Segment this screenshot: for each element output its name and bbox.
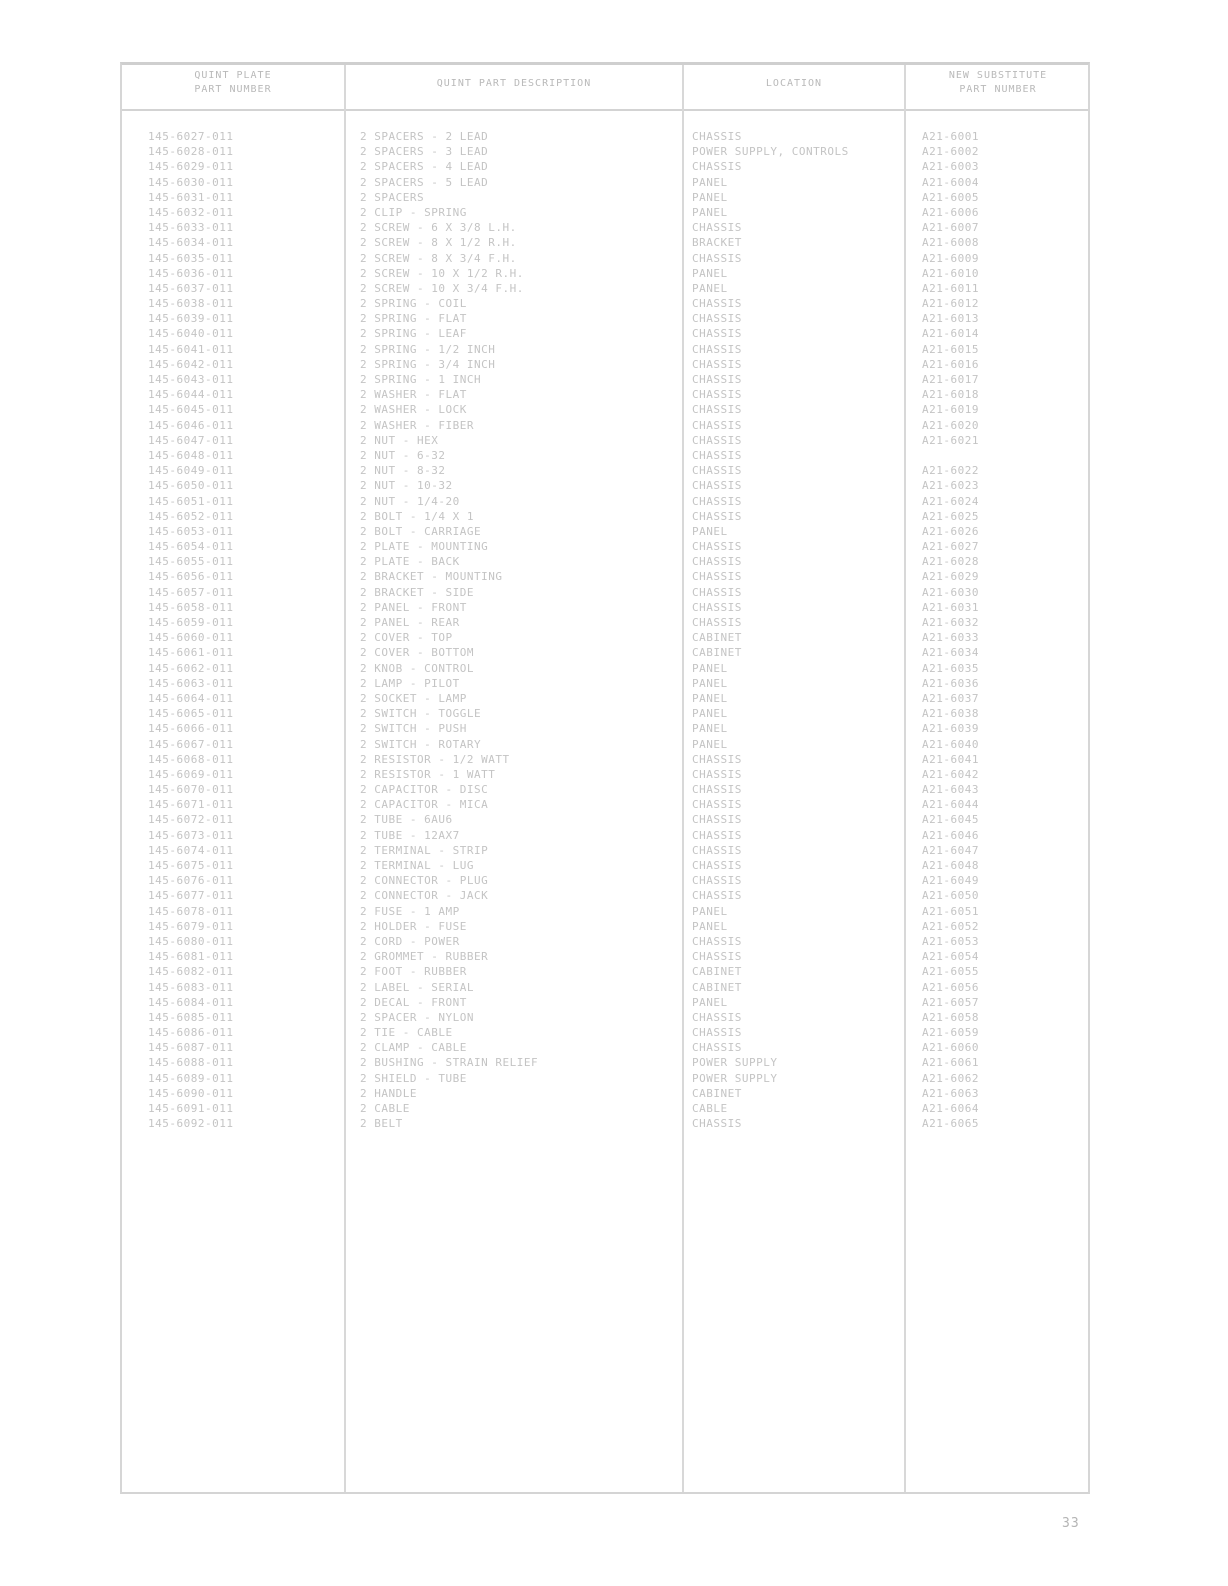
table-cell: 2 SPACERS — [360, 190, 425, 204]
table-cell: 145-6044-011 — [148, 388, 234, 402]
table-cell: 2 CONNECTOR - PLUG — [360, 874, 489, 888]
table-cell: 145-6050-011 — [148, 479, 234, 493]
table-cell: 2 CABLE — [360, 1102, 410, 1115]
table-cell: A21-6036 — [922, 676, 979, 690]
column-locations — [692, 129, 849, 1131]
table-cell: A21-6012 — [922, 297, 979, 311]
table-cell: 2 SPACER - NYLON — [360, 1010, 474, 1024]
table-cell: CHASSIS — [692, 798, 742, 812]
table-cell: 2 CLAMP - CABLE — [360, 1041, 467, 1055]
table-cell: 145-6078-011 — [148, 904, 234, 918]
table-cell: A21-6003 — [922, 160, 979, 174]
table-cell: PANEL — [692, 266, 728, 280]
table-cell: A21-6025 — [922, 509, 979, 523]
table-cell: 145-6089-011 — [148, 1071, 234, 1085]
table-cell: 145-6086-011 — [148, 1026, 234, 1040]
table-cell: 145-6060-011 — [148, 631, 234, 645]
table-cell: 2 NUT - 6-32 — [360, 448, 446, 462]
table-cell: 2 WASHER - FIBER — [360, 418, 474, 432]
table-cell: A21-6041 — [922, 752, 979, 766]
table-cell: 145-6047-011 — [148, 433, 234, 447]
table-cell: 2 SOCKET - LAMP — [360, 691, 467, 705]
table-cell: 2 RESISTOR - 1/2 WATT — [360, 752, 510, 766]
table-cell: 145-6073-011 — [148, 828, 234, 842]
table-cell: CHASSIS — [692, 130, 742, 143]
table-cell: 145-6071-011 — [148, 798, 234, 812]
table-cell: A21-6065 — [922, 1117, 979, 1131]
table-cell: 2 RESISTOR - 1 WATT — [360, 767, 496, 781]
table-cell: A21-6028 — [922, 555, 979, 569]
table-cell: CHASSIS — [692, 828, 742, 842]
table-cell: A21-6043 — [922, 783, 979, 797]
table-cell: A21-6042 — [922, 767, 979, 781]
table-cell: 145-6080-011 — [148, 934, 234, 948]
table-cell: 145-6057-011 — [148, 585, 234, 599]
table-cell: 145-6037-011 — [148, 281, 234, 295]
table-cell: 145-6087-011 — [148, 1041, 234, 1055]
table-cell: CABINET — [692, 980, 742, 994]
table-cell: POWER SUPPLY — [692, 1071, 778, 1085]
table-cell: 145-6088-011 — [148, 1056, 234, 1070]
table-cell: A21-6027 — [922, 540, 979, 554]
table-cell: CHASSIS — [692, 494, 742, 508]
table-cell: 145-6036-011 — [148, 266, 234, 280]
table-cell: 2 NUT - 8-32 — [360, 464, 446, 478]
parts-table — [120, 62, 1090, 1494]
table-cell: CHASSIS — [692, 479, 742, 493]
table-cell: A21-6004 — [922, 175, 979, 189]
table-cell: 145-6033-011 — [148, 221, 234, 235]
table-cell: 145-6075-011 — [148, 859, 234, 872]
table-cell: 145-6077-011 — [148, 889, 234, 903]
column-divider — [682, 65, 684, 1492]
table-cell: 145-6048-011 — [148, 448, 234, 462]
table-cell: 2 SPACERS - 3 LEAD — [360, 145, 489, 159]
table-cell: PANEL — [692, 676, 728, 690]
table-cell: CHASSIS — [692, 616, 742, 629]
table-cell: 145-6084-011 — [148, 995, 234, 1009]
table-cell: CHASSIS — [692, 600, 742, 614]
table-cell: A21-6050 — [922, 889, 979, 903]
table-cell: 2 LABEL - SERIAL — [360, 980, 474, 994]
table-cell: 145-6032-011 — [148, 205, 234, 219]
table-cell: A21-6016 — [922, 357, 979, 371]
table-cell: 2 SHIELD - TUBE — [360, 1071, 467, 1085]
table-cell: 2 CAPACITOR - DISC — [360, 783, 489, 797]
table-cell: 2 SWITCH - TOGGLE — [360, 707, 482, 721]
table-cell: A21-6059 — [922, 1026, 979, 1040]
table-cell: PANEL — [692, 919, 728, 933]
table-cell: A21-6040 — [922, 737, 979, 751]
header-location: LOCATION — [765, 78, 823, 89]
table-cell: 2 CLIP - SPRING — [360, 205, 467, 219]
table-cell: A21-6010 — [922, 266, 979, 280]
table-cell: 145-6065-011 — [148, 707, 234, 721]
table-cell: A21-6030 — [922, 585, 979, 599]
table-cell: 145-6058-011 — [148, 600, 234, 614]
table-cell: 2 HOLDER - FUSE — [360, 919, 467, 933]
table-cell: CHASSIS — [692, 570, 742, 584]
table-cell: 2 PANEL - REAR — [360, 616, 460, 629]
table-cell: 145-6079-011 — [148, 919, 234, 933]
table-cell: PANEL — [692, 190, 728, 204]
table-cell: A21-6048 — [922, 859, 979, 872]
table-cell: 2 SCREW - 8 X 1/2 R.H. — [360, 236, 517, 250]
table-cell: 2 WASHER - LOCK — [360, 403, 467, 417]
table-cell: 2 KNOB - CONTROL — [360, 661, 474, 675]
table-cell: A21-6054 — [922, 950, 979, 964]
table-cell: 145-6051-011 — [148, 494, 234, 508]
table-cell: 145-6042-011 — [148, 357, 234, 371]
table-cell: A21-6055 — [922, 965, 979, 979]
table-cell: CHASSIS — [692, 874, 742, 888]
table-cell: 2 HANDLE — [360, 1086, 417, 1100]
table-cell: A21-6008 — [922, 236, 979, 250]
table-cell: A21-6060 — [922, 1041, 979, 1055]
table-cell: 145-6068-011 — [148, 752, 234, 766]
table-cell: CHASSIS — [692, 783, 742, 797]
table-cell: CHASSIS — [692, 1026, 742, 1040]
table-cell: 145-6066-011 — [148, 722, 234, 736]
table-cell: CHASSIS — [692, 433, 742, 447]
table-cell: A21-6039 — [922, 722, 979, 736]
table-cell: A21-6035 — [922, 661, 979, 675]
table-cell: A21-6049 — [922, 874, 979, 888]
table-cell: A21-6058 — [922, 1010, 979, 1024]
table-cell: CHASSIS — [692, 403, 742, 417]
table-cell: 145-6074-011 — [148, 843, 234, 857]
table-cell: 2 SPRING - 3/4 INCH — [360, 357, 496, 371]
table-cell: A21-6020 — [922, 418, 979, 432]
table-cell: CHASSIS — [692, 934, 742, 948]
table-cell: 2 BELT — [360, 1117, 403, 1131]
table-cell: 145-6049-011 — [148, 464, 234, 478]
table-cell: 2 PANEL - FRONT — [360, 600, 467, 614]
table-cell: CHASSIS — [692, 251, 742, 265]
table-cell: PANEL — [692, 995, 728, 1009]
table-cell: A21-6061 — [922, 1056, 979, 1070]
table-cell: A21-6034 — [922, 646, 979, 660]
table-cell: A21-6033 — [922, 631, 979, 645]
table-cell: 2 FOOT - RUBBER — [360, 965, 467, 979]
table-cell: A21-6009 — [922, 251, 979, 265]
table-cell: CHASSIS — [692, 418, 742, 432]
column-divider — [904, 65, 906, 1492]
table-cell: A21-6015 — [922, 342, 979, 356]
column-descriptions — [360, 129, 538, 1131]
table-cell: 2 BOLT - 1/4 X 1 — [360, 509, 474, 523]
table-cell: PANEL — [692, 722, 728, 736]
table-cell: A21-6062 — [922, 1071, 979, 1085]
table-cell: 2 BUSHING - STRAIN RELIEF — [360, 1056, 539, 1070]
table-cell: 2 SPRING - 1/2 INCH — [360, 342, 496, 356]
table-cell: PANEL — [692, 205, 728, 219]
table-cell: 145-6085-011 — [148, 1010, 234, 1024]
table-cell: 2 CONNECTOR - JACK — [360, 889, 489, 903]
table-cell: CHASSIS — [692, 388, 742, 402]
table-cell: CHASSIS — [692, 221, 742, 235]
table-cell: 145-6081-011 — [148, 950, 234, 964]
table-cell: 2 NUT - 10-32 — [360, 479, 453, 493]
table-cell: 2 SPRING - LEAF — [360, 327, 467, 341]
table-cell: CABLE — [692, 1102, 728, 1115]
column-new-part-numbers — [922, 129, 979, 1131]
table-cell: 2 TERMINAL - STRIP — [360, 843, 489, 857]
table-cell: A21-6021 — [922, 433, 979, 447]
table-cell: A21-6018 — [922, 388, 979, 402]
table-cell: CHASSIS — [692, 1010, 742, 1024]
table-cell: CHASSIS — [692, 297, 742, 311]
table-cell: 145-6041-011 — [148, 342, 234, 356]
table-cell: 2 CAPACITOR - MICA — [360, 798, 489, 812]
table-cell: CHASSIS — [692, 373, 742, 386]
table-cell: CHASSIS — [692, 448, 742, 462]
table-cell — [922, 448, 979, 463]
table-cell: A21-6051 — [922, 904, 979, 918]
table-cell: 2 BRACKET - SIDE — [360, 585, 474, 599]
table-cell: 2 SPACERS - 2 LEAD — [360, 130, 489, 143]
column-divider — [344, 65, 346, 1492]
table-cell: CABINET — [692, 646, 742, 660]
table-cell: CHASSIS — [692, 950, 742, 964]
table-cell: 2 SPACERS - 5 LEAD — [360, 175, 489, 189]
table-cell: A21-6001 — [922, 130, 979, 143]
table-cell: A21-6038 — [922, 707, 979, 721]
table-cell: CHASSIS — [692, 585, 742, 599]
table-cell: 145-6061-011 — [148, 646, 234, 660]
table-cell: 2 SPRING - FLAT — [360, 312, 467, 326]
table-cell: 2 SPRING - COIL — [360, 297, 467, 311]
table-cell: 145-6028-011 — [148, 145, 234, 159]
table-cell: 145-6059-011 — [148, 616, 234, 629]
table-cell: 145-6062-011 — [148, 661, 234, 675]
table-cell: 2 SWITCH - PUSH — [360, 722, 467, 736]
table-cell: A21-6007 — [922, 221, 979, 235]
table-cell: A21-6002 — [922, 145, 979, 159]
table-cell: A21-6057 — [922, 995, 979, 1009]
table-cell: CHASSIS — [692, 843, 742, 857]
table-cell: 145-6082-011 — [148, 965, 234, 979]
table-cell: A21-6046 — [922, 828, 979, 842]
table-cell: 145-6043-011 — [148, 373, 234, 386]
table-cell: CHASSIS — [692, 327, 742, 341]
table-cell: CHASSIS — [692, 1117, 742, 1131]
table-cell: 145-6083-011 — [148, 980, 234, 994]
table-cell: BRACKET — [692, 236, 742, 250]
table-cell: 2 TUBE - 6AU6 — [360, 813, 453, 827]
table-cell: 145-6029-011 — [148, 160, 234, 174]
table-cell: 145-6052-011 — [148, 509, 234, 523]
table-cell: 145-6031-011 — [148, 190, 234, 204]
table-cell: 145-6072-011 — [148, 813, 234, 827]
table-cell: A21-6006 — [922, 205, 979, 219]
table-cell: A21-6014 — [922, 327, 979, 341]
table-cell: 145-6090-011 — [148, 1086, 234, 1100]
table-cell: CABINET — [692, 1086, 742, 1100]
table-cell: 145-6092-011 — [148, 1117, 234, 1131]
table-cell: 2 TUBE - 12AX7 — [360, 828, 460, 842]
table-cell: CHASSIS — [692, 509, 742, 523]
table-cell: A21-6063 — [922, 1086, 979, 1100]
table-cell: CHASSIS — [692, 312, 742, 326]
table-cell: A21-6053 — [922, 934, 979, 948]
table-cell: CHASSIS — [692, 767, 742, 781]
table-cell: A21-6031 — [922, 600, 979, 614]
table-cell: A21-6037 — [922, 691, 979, 705]
table-cell: A21-6023 — [922, 479, 979, 493]
table-cell: CHASSIS — [692, 813, 742, 827]
table-cell: PANEL — [692, 661, 728, 675]
header-new-part-number: NEW SUBSTITUTE PART NUMBER — [948, 70, 1048, 95]
header-quint-part-number: QUINT PLATE PART NUMBER — [194, 70, 272, 95]
table-cell: PANEL — [692, 691, 728, 705]
table-cell: CHASSIS — [692, 859, 742, 872]
table-cell: 2 FUSE - 1 AMP — [360, 904, 460, 918]
table-cell: 2 TERMINAL - LUG — [360, 859, 474, 872]
table-cell: CHASSIS — [692, 752, 742, 766]
column-quint-part-numbers — [148, 129, 233, 1131]
table-cell: 145-6054-011 — [148, 540, 234, 554]
table-cell: CHASSIS — [692, 889, 742, 903]
table-cell: 2 SPACERS - 4 LEAD — [360, 160, 489, 174]
table-cell: 2 CORD - POWER — [360, 934, 460, 948]
table-cell: A21-6022 — [922, 464, 979, 478]
table-cell: 2 SCREW - 10 X 3/4 F.H. — [360, 281, 524, 295]
table-cell: 2 SCREW - 10 X 1/2 R.H. — [360, 266, 524, 280]
table-cell: 145-6035-011 — [148, 251, 234, 265]
table-cell: A21-6005 — [922, 190, 979, 204]
table-cell: A21-6047 — [922, 843, 979, 857]
table-cell: A21-6056 — [922, 980, 979, 994]
table-cell: PANEL — [692, 707, 728, 721]
table-cell: 145-6063-011 — [148, 676, 234, 690]
table-cell: 2 NUT - HEX — [360, 433, 439, 447]
table-cell: 145-6070-011 — [148, 783, 234, 797]
table-cell: 2 DECAL - FRONT — [360, 995, 467, 1009]
table-cell: PANEL — [692, 737, 728, 751]
table-cell: 145-6053-011 — [148, 524, 234, 538]
table-cell: A21-6029 — [922, 570, 979, 584]
table-cell: PANEL — [692, 175, 728, 189]
table-cell: A21-6064 — [922, 1102, 979, 1115]
table-cell: 145-6046-011 — [148, 418, 234, 432]
table-cell: 2 SCREW - 8 X 3/4 F.H. — [360, 251, 517, 265]
table-cell: A21-6032 — [922, 616, 979, 629]
table-cell: POWER SUPPLY, CONTROLS — [692, 145, 849, 159]
table-cell: CABINET — [692, 631, 742, 645]
table-cell: 2 COVER - BOTTOM — [360, 646, 474, 660]
table-cell: 145-6040-011 — [148, 327, 234, 341]
table-cell: 2 SPRING - 1 INCH — [360, 373, 482, 386]
table-cell: 2 BOLT - CARRIAGE — [360, 524, 482, 538]
page-number: 33 — [1062, 1516, 1080, 1531]
header-description: QUINT PART DESCRIPTION — [436, 78, 592, 89]
table-cell: 145-6076-011 — [148, 874, 234, 888]
table-cell: 2 WASHER - FLAT — [360, 388, 467, 402]
table-cell: 145-6038-011 — [148, 297, 234, 311]
table-cell: 2 PLATE - BACK — [360, 555, 460, 569]
table-cell: 145-6064-011 — [148, 691, 234, 705]
table-cell: A21-6017 — [922, 373, 979, 386]
table-cell: CHASSIS — [692, 555, 742, 569]
table-cell: 145-6056-011 — [148, 570, 234, 584]
table-cell: 145-6069-011 — [148, 767, 234, 781]
table-cell: CHASSIS — [692, 540, 742, 554]
table-cell: 145-6034-011 — [148, 236, 234, 250]
table-cell: A21-6013 — [922, 312, 979, 326]
table-cell: 2 PLATE - MOUNTING — [360, 540, 489, 554]
table-cell: 145-6030-011 — [148, 175, 234, 189]
table-cell: 2 TIE - CABLE — [360, 1026, 453, 1040]
table-cell: 2 LAMP - PILOT — [360, 676, 460, 690]
table-cell: 145-6045-011 — [148, 403, 234, 417]
table-cell: A21-6011 — [922, 281, 979, 295]
table-cell: A21-6019 — [922, 403, 979, 417]
table-cell: 2 NUT - 1/4-20 — [360, 494, 460, 508]
table-cell: PANEL — [692, 281, 728, 295]
table-cell: 2 SCREW - 6 X 3/8 L.H. — [360, 221, 517, 235]
table-cell: PANEL — [692, 524, 728, 538]
table-cell: A21-6052 — [922, 919, 979, 933]
table-cell: CHASSIS — [692, 1041, 742, 1055]
table-cell: 145-6027-011 — [148, 130, 234, 143]
table-cell: CHASSIS — [692, 357, 742, 371]
table-cell: 2 GROMMET - RUBBER — [360, 950, 489, 964]
table-cell: PANEL — [692, 904, 728, 918]
table-cell: A21-6024 — [922, 494, 979, 508]
table-cell: 145-6055-011 — [148, 555, 234, 569]
table-cell: CABINET — [692, 965, 742, 979]
table-cell: 145-6067-011 — [148, 737, 234, 751]
table-cell: 2 COVER - TOP — [360, 631, 453, 645]
table-cell: 2 SWITCH - ROTARY — [360, 737, 482, 751]
table-cell: 2 BRACKET - MOUNTING — [360, 570, 503, 584]
table-cell: A21-6044 — [922, 798, 979, 812]
table-cell: A21-6026 — [922, 524, 979, 538]
table-cell: CHASSIS — [692, 160, 742, 174]
header-divider — [122, 109, 1088, 111]
table-cell: 145-6091-011 — [148, 1102, 234, 1115]
table-cell: A21-6045 — [922, 813, 979, 827]
table-cell: CHASSIS — [692, 464, 742, 478]
table-cell: 145-6039-011 — [148, 312, 234, 326]
table-cell: CHASSIS — [692, 342, 742, 356]
table-cell: POWER SUPPLY — [692, 1056, 778, 1070]
